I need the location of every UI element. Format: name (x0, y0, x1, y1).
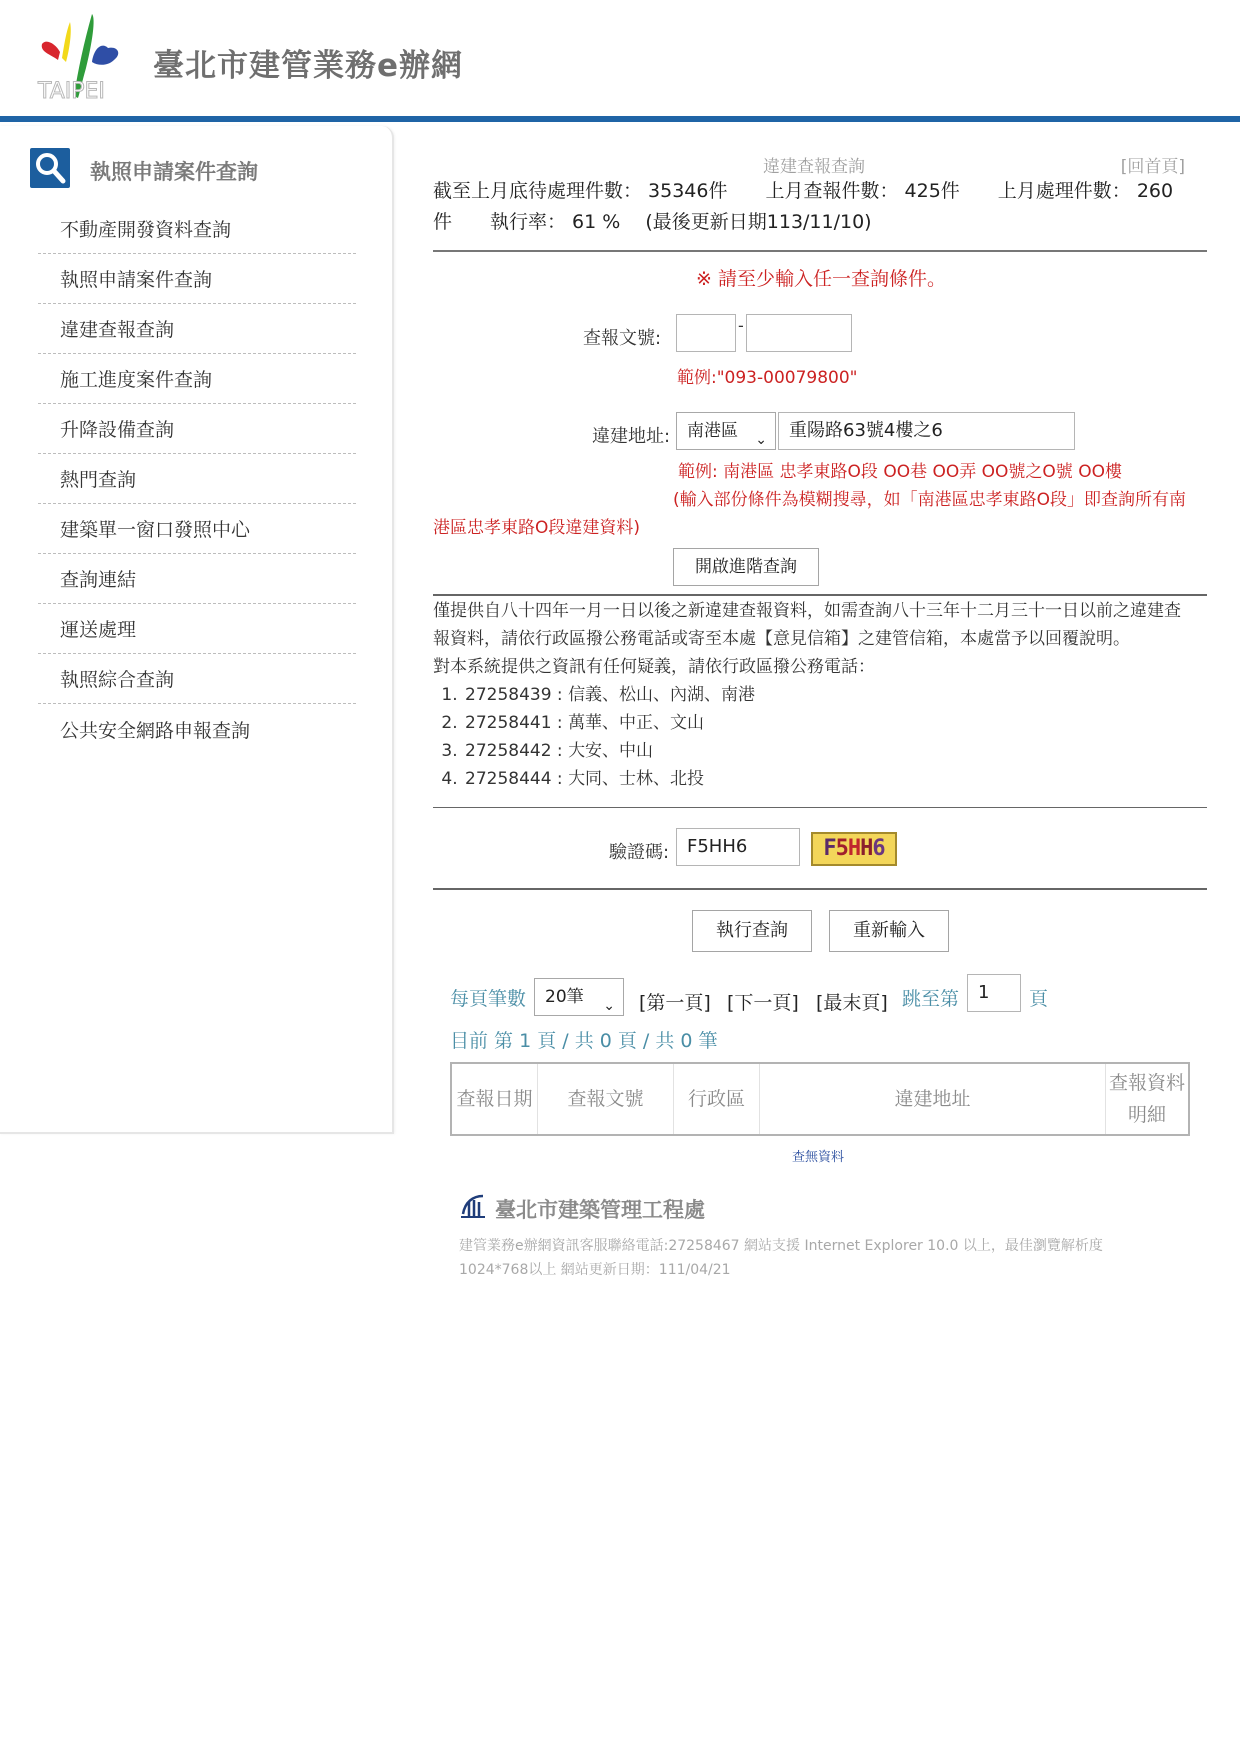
statistics (433, 176, 1209, 238)
sidebar-item-delivery[interactable]: 運送處理 (38, 604, 356, 654)
sidebar-item-license-application[interactable]: 執照申請案件查詢 (38, 254, 356, 304)
footer-organization: 臺北市建築管理工程處 (495, 1197, 705, 1222)
svg-text:TAIPEI: TAIPEI (38, 79, 105, 104)
chevron-down-icon: ⌄ (755, 432, 767, 448)
notice-text: ※ 請至少輸入任一查詢條件。 (696, 268, 946, 290)
report-number-example: 範例:"093-00079800" (677, 368, 858, 388)
sidebar-item-links[interactable]: 查詢連結 (38, 554, 356, 604)
report-number-row: 查報文號: - (433, 300, 1209, 366)
address-hint-continued: 港區忠孝東路O段違建資料) (433, 518, 641, 538)
sidebar-nav (38, 204, 356, 754)
address-example: 範例: 南港區 忠孝東路O段 OO巷 OO弄 OO號之O號 OO樓 (678, 462, 1122, 482)
page-status: 目前 第 1 頁 / 共 0 頁 / 共 0 筆 (450, 1029, 718, 1052)
info-paragraph: 對本系統提供之資訊有任何疑義，請依行政區撥公務電話： (433, 656, 875, 677)
sidebar-item-public-safety[interactable]: 公共安全網路申報查詢 (60, 719, 251, 742)
pagination-bar (433, 964, 1209, 1014)
column-header-date[interactable]: 查報日期 (452, 1064, 538, 1134)
site-footer (433, 1186, 1209, 1296)
address-hint: (輸入部份條件為模糊搜尋，如「南港區忠孝東路O段」即查詢所有南 (673, 490, 1187, 510)
column-header-details[interactable]: 查報資料明細 (1108, 1071, 1185, 1126)
per-page-label: 每頁筆數 (450, 987, 527, 1010)
advanced-row (433, 542, 1209, 594)
first-page-link[interactable]: [第一頁] (639, 991, 711, 1014)
report-number-part2-input[interactable] (746, 314, 852, 352)
sidebar-item-license-overview[interactable]: 執照綜合查詢 (38, 654, 356, 704)
divider (433, 250, 1207, 252)
last-page-link[interactable]: [最末頁] (816, 991, 888, 1014)
site-header (0, 0, 1240, 118)
footer-line: 1024*768以上 網站更新日期：111/04/21 (459, 1261, 731, 1278)
district-select[interactable] (676, 412, 776, 450)
footer-line: 建管業務e辦網資訊客服聯絡電話:27258467 網站支援 Internet Explorer 10.0 以上，最佳瀏覽解析度 (459, 1237, 1103, 1254)
sidebar-item-popular[interactable]: 熱門查詢 (38, 454, 356, 504)
district-select-value: 南港區 (687, 421, 738, 441)
address-label: 違建地址: (592, 426, 671, 447)
sidebar-item-single-window[interactable]: 建築單一窗口發照中心 (38, 504, 356, 554)
sidebar-item-construction-progress[interactable]: 施工進度案件查詢 (38, 354, 356, 404)
site-title: 臺北市建管業務e辦網 (153, 48, 464, 84)
per-page-select[interactable] (534, 978, 624, 1016)
reset-button[interactable]: 重新輸入 (829, 910, 949, 952)
next-page-link[interactable]: [下一頁] (727, 991, 799, 1014)
jump-suffix: 頁 (1029, 987, 1049, 1010)
captcha-label: 驗證碼: (609, 842, 670, 863)
report-number-dash: - (738, 316, 744, 335)
footer-info (459, 1234, 1179, 1282)
column-header-report-number[interactable]: 查報文號 (538, 1064, 674, 1134)
jump-to-label: 跳至第 (902, 987, 960, 1010)
report-number-part1-input[interactable] (676, 314, 736, 352)
column-header-district[interactable]: 行政區 (674, 1064, 760, 1134)
info-section (433, 597, 1209, 793)
taipei-logo[interactable] (36, 8, 128, 104)
action-buttons (433, 890, 1209, 964)
page-title: 違建查報查詢 (763, 157, 865, 177)
info-paragraph: 報資料，請依行政區撥公務電話或寄至本處【意見信箱】之建管信箱，本處當予以回覆說明。 (433, 628, 1130, 649)
per-page-value: 20筆 (545, 986, 584, 1007)
address-row (433, 412, 1209, 458)
building-icon (459, 1192, 487, 1220)
address-input[interactable]: 重陽路63號4樓之6 (778, 412, 1075, 450)
advanced-search-button[interactable]: 開啟進階查詢 (673, 548, 819, 586)
jump-page-input[interactable]: 1 (967, 974, 1021, 1012)
chevron-down-icon: ⌄ (603, 997, 615, 1014)
phone-item: 1. 27258439 : 信義、松山、內湖、南港 (463, 681, 1209, 709)
phone-item: 3. 27258442 : 大安、中山 (463, 737, 1209, 765)
info-paragraph: 僅提供自八十四年一月一日以後之新違建查報資料，如需查詢八十三年十二月三十一日以前之違建查 (433, 600, 1181, 621)
phone-item: 2. 27258441 : 萬華、中正、文山 (463, 709, 1209, 737)
captcha-row (433, 808, 1209, 888)
results-table-area (433, 1056, 1209, 1186)
phone-item: 4. 27258444 : 大同、士林、北投 (463, 765, 1209, 793)
search-icon (30, 148, 70, 188)
header-divider (0, 116, 1240, 122)
statistics-line: 件 執行率： 61 % (最後更新日期113/11/10) (433, 211, 872, 233)
home-link[interactable]: [回首頁] (1120, 157, 1185, 177)
main-content (433, 140, 1209, 1296)
captcha-input[interactable]: F5HH6 (676, 828, 800, 866)
statistics-line: 截至上月底待處理件數： 35346件 上月查報件數： 425件 上月處理件數： 260 (433, 180, 1174, 202)
captcha-image[interactable]: F5HH6 (811, 832, 897, 866)
sidebar-item-elevator[interactable]: 升降設備查詢 (38, 404, 356, 454)
no-data-text: 查無資料 (792, 1149, 845, 1165)
divider (433, 594, 1207, 596)
phone-list (433, 681, 1209, 793)
sidebar-header (28, 146, 368, 190)
results-table (450, 1062, 1190, 1136)
sidebar (0, 126, 394, 1134)
sidebar-title: 執照申請案件查詢 (90, 160, 258, 184)
sidebar-item-illegal-building[interactable]: 違建查報查詢 (38, 304, 356, 354)
submit-query-button[interactable]: 執行查詢 (692, 910, 812, 952)
column-header-address[interactable]: 違建地址 (760, 1064, 1106, 1134)
sidebar-item-real-estate[interactable]: 不動產開發資料查詢 (38, 204, 356, 254)
